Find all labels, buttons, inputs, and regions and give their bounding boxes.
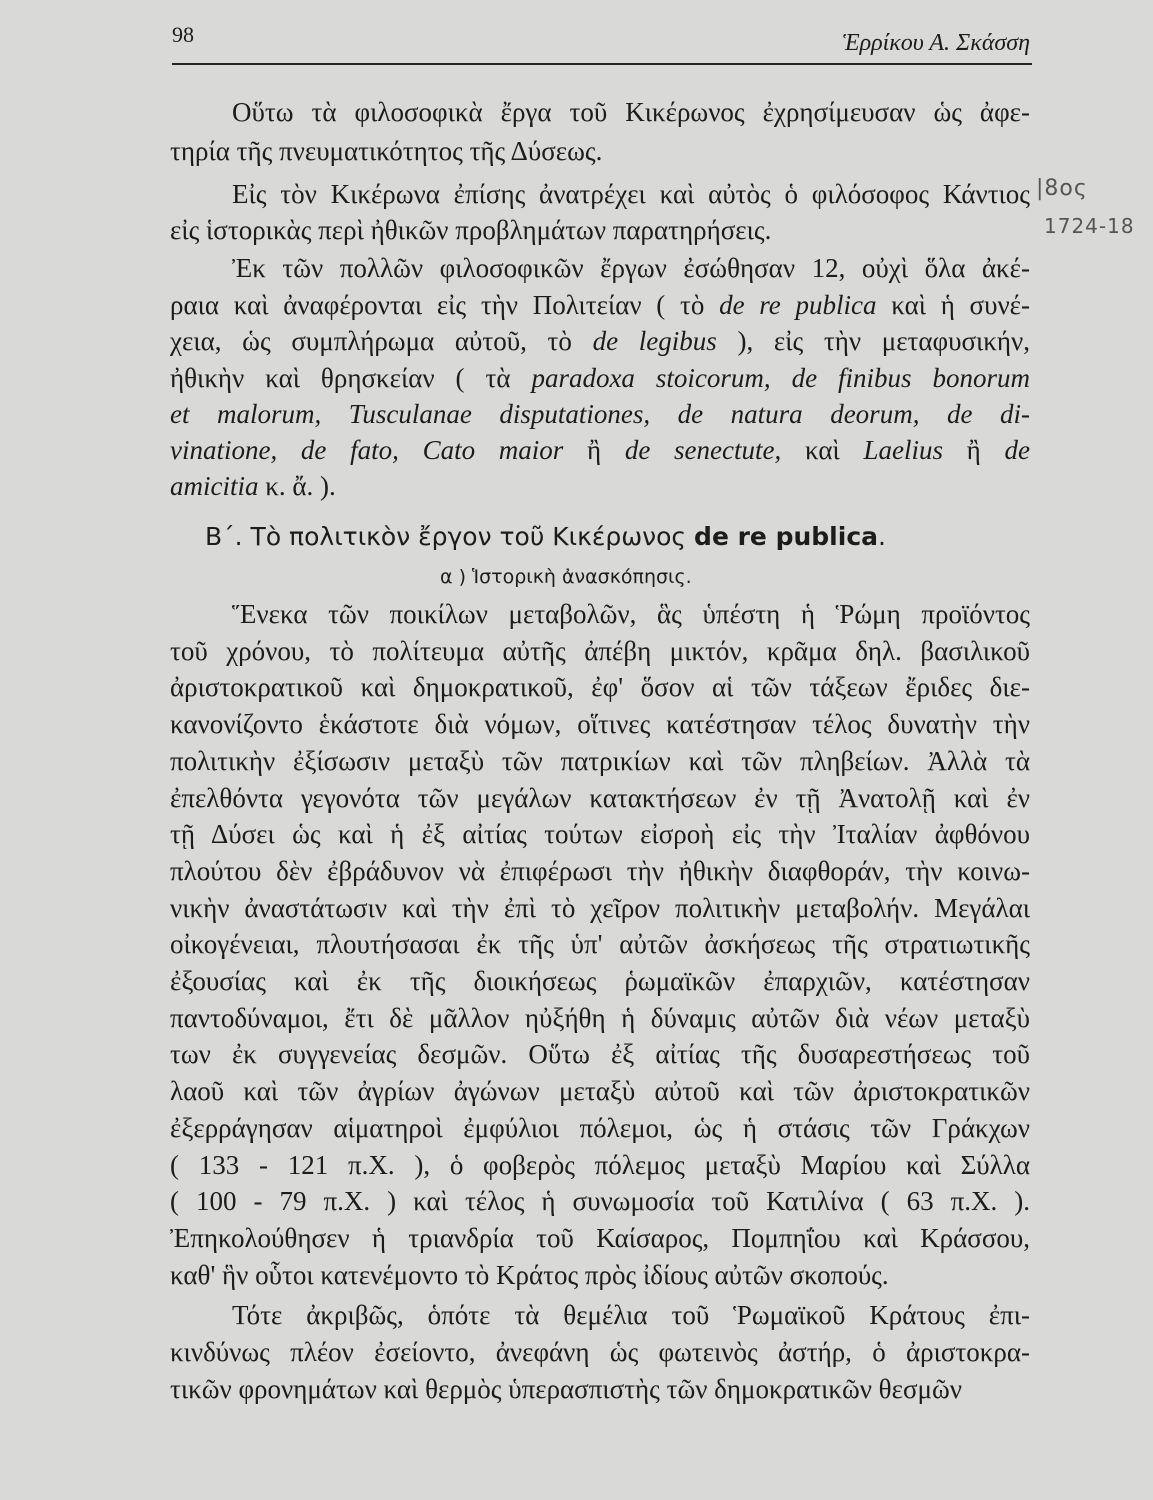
text-line <box>170 1000 1030 1036</box>
text-line <box>170 1073 1030 1109</box>
margin-note: 1724-18 <box>1044 214 1135 238</box>
text-segment: Ἕνεκα τῶν ποικίλων μεταβολῶν, ἃς ὑπέστη ἡ Ῥώμη προϊόντος <box>232 599 1030 629</box>
text-segment: τοῦ χρόνου, τὸ πολίτευμα αὐτῆς ἀπέβη μικτόν, κρᾶμα δηλ. βασιλικοῦ <box>170 635 1030 666</box>
text-segment: κινδύνως πλέον ἐσείοντο, ἀνεφάνη ὡς φωτεινὸς ἀστήρ, ὁ ἀριστοκρα- <box>170 1337 1030 1367</box>
italic-latin-text: de re publica <box>719 290 877 320</box>
text-line <box>170 1371 1030 1407</box>
text-line <box>170 1334 1030 1370</box>
italic-latin-text: Laelius <box>863 435 943 465</box>
text-segment: χεια, ὡς συμπλήρωμα αὐτοῦ, τὸ <box>170 326 593 356</box>
running-head: Ἑρρίκου Α. Σκάσση <box>842 30 1030 56</box>
text-segment: των ἐκ συγγενείας δεσμῶν. Οὕτω ἐξ αἰτίας τῆς δυσαρεστήσεως τοῦ <box>170 1039 1030 1070</box>
text-line <box>170 890 1030 926</box>
text-segment: κανονίζοντο ἑκάστοτε διὰ νόμων, οἵτινες κατέστησαν τέλος δυνατὴν τὴν <box>170 709 1030 740</box>
text-line <box>170 1036 1030 1072</box>
text-segment: ἐξουσίας καὶ ἐκ τῆς διοικήσεως ῥωμαϊκῶν ἐπαρχιῶν, κατέστησαν <box>170 966 1030 996</box>
text-segment: πλούτου δὲν ἐβράδυνον νὰ ἐπιφέρωσι τὴν ἠθικὴν διαφθοράν, τὴν κοινω- <box>170 855 1030 886</box>
section-heading-end: . <box>878 522 886 551</box>
text-segment: πολιτικὴν ἐξίσωσιν μεταξὺ τῶν πατρικίων καὶ τῶν πληβείων. Ἀλλὰ τὰ <box>170 745 1030 776</box>
italic-latin-text: paradoxa stoicorum, de finibus bonorum <box>531 363 1030 393</box>
text-line <box>170 1257 1030 1293</box>
text-line <box>170 133 1030 169</box>
italic-latin-text: amicitia <box>170 471 259 501</box>
text-segment: Ἐκ τῶν πολλῶν φιλοσοφικῶν ἔργων ἐσώθησαν 12, οὐχὶ ὅλα ἀκέ- <box>232 253 1030 283</box>
text-segment: εἰς ἱστορικὰς περὶ ἠθικῶν προβλημάτων παρατηρήσεις. <box>170 215 772 245</box>
text-segment: νικὴν ἀναστάτωσιν καὶ τὴν ἐπὶ τὸ χεῖρον πολιτικὴν μεταβολήν. Μεγάλαι <box>170 892 1030 923</box>
text-line <box>170 396 1030 432</box>
text-line <box>232 176 1030 212</box>
text-segment: τικῶν φρονημάτων καὶ θερμὸς ὑπερασπιστὴς τῶν δημοκρατικῶν θεσμῶν <box>170 1373 962 1404</box>
text-segment: τῇ Δύσει ὡς καὶ ἡ ἐξ αἰτίας τούτων εἰσροὴ εἰς τὴν Ἰταλίαν ἀφθόνου <box>170 819 1030 850</box>
text-segment: ἢ <box>942 435 1005 465</box>
italic-latin-text: de senectute, <box>624 435 782 465</box>
text-segment: Εἰς τὸν Κικέρωνα ἐπίσης ἀνατρέχει καὶ αὐτὸς ὁ φιλόσοφος Κάντιος <box>232 179 1030 209</box>
section-heading <box>205 522 985 551</box>
page-number: 98 <box>172 22 194 47</box>
text-line <box>170 926 1030 962</box>
text-line <box>170 853 1030 889</box>
header-rule <box>172 63 1032 65</box>
text-segment: ραια καὶ ἀναφέρονται εἰς τὴν Πολιτείαν ( τὸ <box>170 290 720 320</box>
text-line <box>170 432 1030 468</box>
text-line <box>232 596 1030 632</box>
text-segment: οἰκογένειαι, πλουτήσασαι ἐκ τῆς ὑπ' αὐτῶν ἀσκήσεως τῆς στρατιωτικῆς <box>170 929 1030 960</box>
text-segment: ἢ <box>563 435 625 465</box>
text-line <box>232 250 1030 286</box>
text-segment: καθ' ἣν οὗτοι κατενέμοντο τὸ Κράτος πρὸς ἰδίους αὐτῶν σκοπούς. <box>170 1259 889 1290</box>
text-line <box>170 323 1030 359</box>
text-line <box>170 963 1030 999</box>
text-line <box>170 1110 1030 1146</box>
text-segment: ἐξερράγησαν αἱματηροὶ ἐμφύλιοι πόλεμοι, ὡς ἡ στάσις τῶν Γράκχων <box>170 1112 1030 1143</box>
italic-latin-text: de legibus <box>592 326 717 356</box>
text-line <box>170 1220 1030 1256</box>
text-segment: ( 133 - 121 π.Χ. ), ὁ φοβερὸς πόλεμος μεταξὺ Μαρίου καὶ Σύλλα <box>170 1149 1030 1180</box>
margin-note: |8ος <box>1036 176 1088 201</box>
text-line <box>170 633 1030 669</box>
text-line <box>170 816 1030 852</box>
text-segment: Οὕτω τὰ φιλοσοφικὰ ἔργα τοῦ Κικέρωνος ἐχρησίμευσαν ὡς ἀφε- <box>232 97 1030 127</box>
text-line <box>170 212 1030 248</box>
subsection-heading: α ) Ἱστορικὴ ἀνασκόπησις. <box>440 566 692 588</box>
section-heading-latin: de re publica <box>694 522 879 551</box>
text-segment: παντοδύναμοι, ἔτι δὲ μᾶλλον ηὐξήθη ἡ δύναμις αὐτῶν διὰ νέων μεταξὺ <box>170 1002 1030 1033</box>
text-segment: ( 100 - 79 π.Χ. ) καὶ τέλος ἡ συνωμοσία τοῦ Κατιλίνα ( 63 π.Χ. ). <box>170 1186 1030 1217</box>
text-line <box>170 1147 1030 1183</box>
text-line <box>232 94 1030 130</box>
text-segment: Τότε ἀκριβῶς, ὁπότε τὰ θεμέλια τοῦ Ῥωμαϊκοῦ Κράτους ἐπι- <box>232 1300 1030 1331</box>
text-segment: τηρία τῆς πνευματικότητος τῆς Δύσεως. <box>170 136 603 166</box>
text-line <box>170 360 1030 396</box>
text-segment: Ἐπηκολούθησεν ἡ τριανδρία τοῦ Καίσαρος, Πομπηΐου καὶ Κράσσου, <box>170 1222 1030 1253</box>
text-segment: ἠθικὴν καὶ θρησκείαν ( τὰ <box>170 363 532 393</box>
italic-latin-text: vinatione, de fato, Cato maior <box>170 435 564 465</box>
text-line <box>170 780 1030 816</box>
text-line <box>170 706 1030 742</box>
text-line <box>170 743 1030 779</box>
text-segment: καὶ <box>781 435 864 465</box>
text-line <box>170 669 1030 705</box>
text-segment: ἐπελθόντα γεγονότα τῶν μεγάλων κατακτήσεων ἐν τῇ Ἀνατολῇ καὶ ἐν <box>170 782 1030 813</box>
text-segment: καὶ ἡ συνέ- <box>876 290 1030 320</box>
text-segment: λαοῦ καὶ τῶν ἀγρίων ἀγώνων μεταξὺ αὐτοῦ καὶ τῶν ἀριστοκρατικῶν <box>170 1076 1030 1107</box>
text-line <box>232 1297 1030 1333</box>
section-heading-text: Β΄. Τὸ πολιτικὸν ἔργον τοῦ Κικέρωνος <box>205 522 695 551</box>
text-segment: ), εἰς τὴν μεταφυσικήν, <box>716 326 1030 356</box>
italic-latin-text: et malorum, Tusculanae disputationes, de natura deorum, de di- <box>170 399 1030 429</box>
text-segment: κ. ἄ. ). <box>258 471 336 501</box>
text-segment: ἀριστοκρατικοῦ καὶ δημοκρατικοῦ, ἐφ' ὅσον αἱ τῶν τάξεων ἔριδες διε- <box>170 672 1030 703</box>
text-line <box>170 1183 1030 1219</box>
text-line <box>170 468 1030 504</box>
italic-latin-text: de <box>1004 435 1030 465</box>
text-line <box>170 287 1030 323</box>
